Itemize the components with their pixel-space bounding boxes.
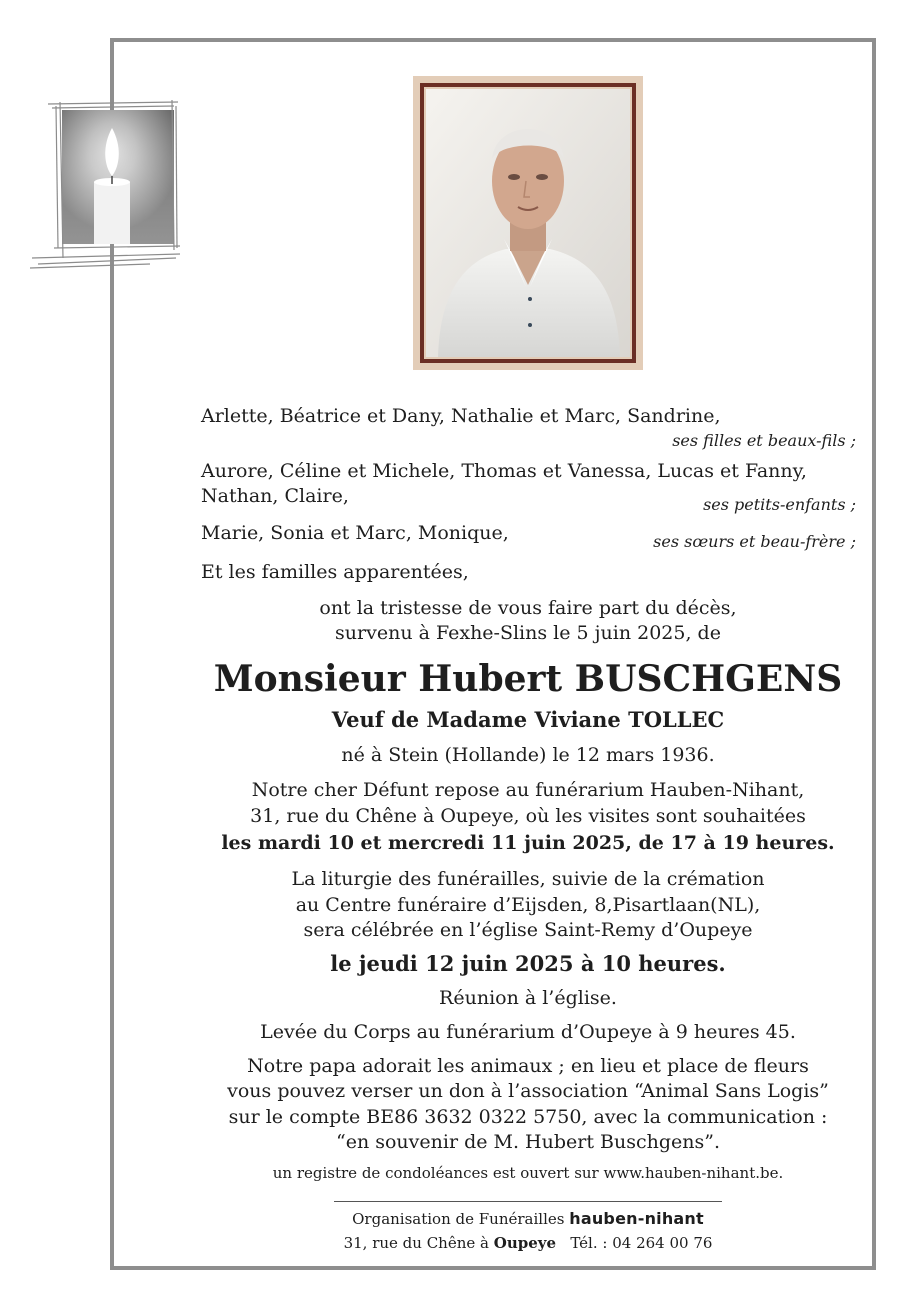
siblings-names: Marie, Sonia et Marc, Monique, (201, 522, 509, 544)
funeral-date: le jeudi 12 juin 2025 à 10 heures. (330, 951, 726, 976)
extended-family: Et les familles apparentées, (201, 561, 469, 583)
church-meeting: Réunion à l’église. (439, 987, 617, 1009)
donation-line4: “en souvenir de M. Hubert Buschgens”. (336, 1131, 720, 1153)
widower-line: Veuf de Madame Viviane TOLLEC (331, 707, 725, 732)
footer-organisation (300, 1208, 756, 1230)
announcement-line1: ont la tristesse de vous faire part du décès, (319, 597, 737, 619)
footer-address (300, 1232, 756, 1254)
footer-phone: Tél. : 04 264 00 76 (570, 1234, 713, 1252)
funeral-line1: La liturgie des funérailles, suivie de la crémation (291, 868, 765, 890)
announcement-line2: survenu à Fexhe-Slins le 5 juin 2025, de (335, 622, 721, 644)
grandchildren-relation: ses petits-enfants ; (703, 495, 856, 514)
funeral-line3: sera célébrée en l’église Saint-Remy d’Oupeye (303, 919, 753, 941)
children-relation: ses filles et beaux-fils ; (672, 431, 856, 450)
condolence-registry: un registre de condoléances est ouvert sur www.hauben-nihant.be. (272, 1164, 784, 1182)
siblings-relation: ses sœurs et beau-frère ; (653, 532, 856, 551)
footer-org-prefix: Organisation de Funérailles (352, 1210, 565, 1228)
donation-line3: sur le compte BE86 3632 0322 5750, avec la communication : (228, 1106, 828, 1128)
visitation-line2: 31, rue du Chêne à Oupeye, où les visites sont souhaitées (250, 805, 806, 827)
footer-town: Oupeye (493, 1234, 557, 1252)
birth-line: né à Stein (Hollande) le 12 mars 1936. (341, 744, 715, 766)
grandchildren-line1: Aurore, Céline et Michele, Thomas et Vanessa, Lucas et Fanny, (201, 460, 807, 482)
portrait-frame (420, 83, 636, 363)
candle-image (30, 98, 182, 276)
footer-divider (334, 1201, 722, 1202)
children-names: Arlette, Béatrice et Dany, Nathalie et Marc, Sandrine, (201, 405, 721, 427)
grandchildren-line2: Nathan, Claire, (201, 485, 349, 507)
footer-address-prefix: 31, rue du Chêne à (343, 1234, 489, 1252)
visitation-line1: Notre cher Défunt repose au funérarium Hauben-Nihant, (251, 779, 805, 801)
portrait-photo (413, 76, 643, 370)
brand-logo: hauben-nihant (569, 1209, 704, 1228)
donation-line1: Notre papa adorait les animaux ; en lieu et place de fleurs (247, 1055, 809, 1077)
funeral-line2: au Centre funéraire d’Eijsden, 8,Pisartlaan(NL), (295, 894, 761, 916)
donation-line2: vous pouvez verser un don à l’association “Animal Sans Logis” (227, 1080, 829, 1102)
body-lift: Levée du Corps au funérarium d’Oupeye à 9 heures 45. (260, 1021, 796, 1043)
deceased-name: Monsieur Hubert BUSCHGENS (213, 658, 843, 700)
visitation-dates: les mardi 10 et mercredi 11 juin 2025, de 17 à 19 heures. (221, 832, 835, 854)
